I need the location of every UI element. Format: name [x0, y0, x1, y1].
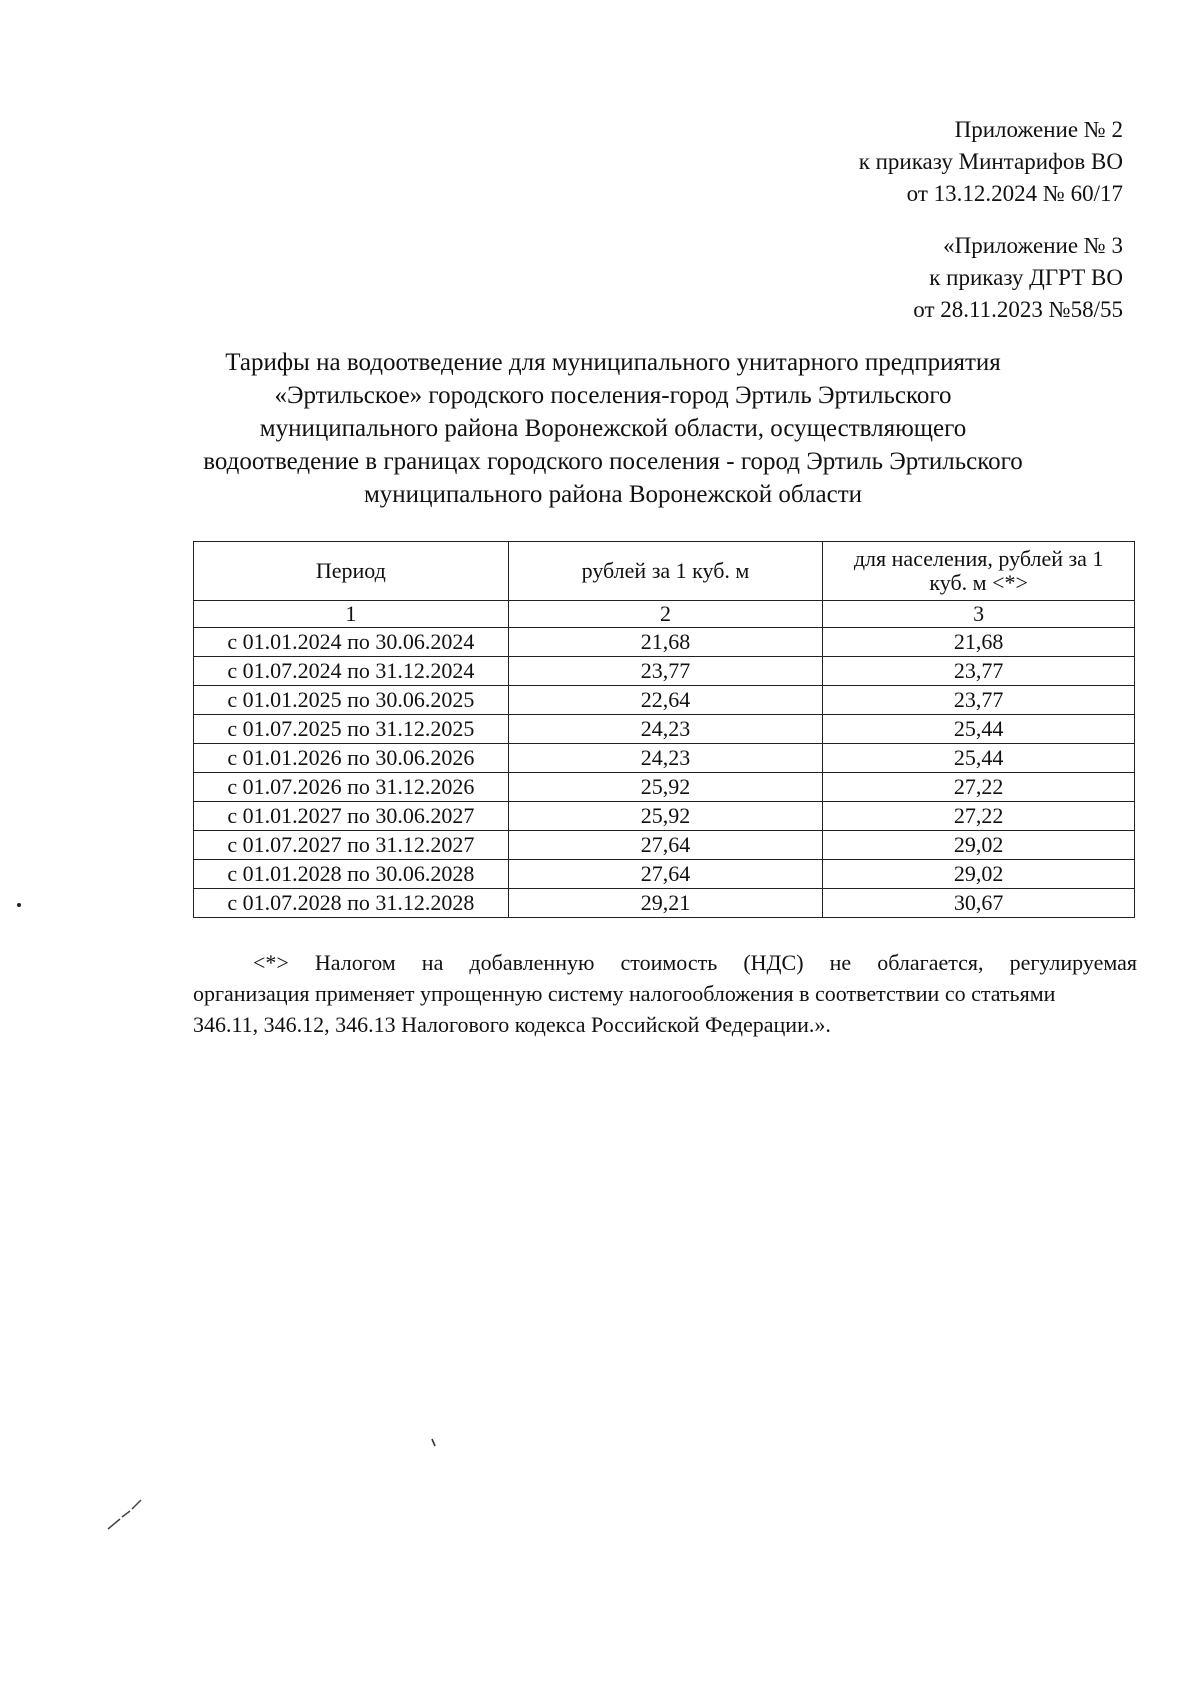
header-rate-population-line-1: для населения, рублей за 1 [853, 546, 1104, 571]
cell-rate: 27,64 [508, 831, 823, 860]
cell-rate-population: 23,77 [823, 686, 1135, 715]
cell-rate: 24,23 [508, 744, 823, 773]
cell-rate-population: 29,02 [823, 860, 1135, 889]
cell-period: с 01.07.2027 по 31.12.2027 [194, 831, 509, 860]
header-period: Период [194, 542, 509, 601]
column-number: 2 [508, 601, 823, 628]
annex-current-line-2: к приказу Минтарифов ВО [858, 149, 1123, 174]
cell-rate: 29,21 [508, 889, 823, 918]
annex-current-line-1: Приложение № 2 [954, 117, 1123, 142]
table-header-row [194, 542, 1135, 601]
annex-previous-reference [913, 230, 1123, 326]
annex-previous-line-2: к приказу ДГРТ ВО [929, 265, 1123, 290]
cell-period: с 01.07.2026 по 31.12.2026 [194, 773, 509, 802]
header-rate-population-line-2: куб. м <*> [929, 570, 1028, 595]
cell-rate: 25,92 [508, 802, 823, 831]
annex-previous-line-3: от 28.11.2023 №58/55 [913, 297, 1123, 322]
cell-rate-population: 25,44 [823, 715, 1135, 744]
cell-period: с 01.07.2025 по 31.12.2025 [194, 715, 509, 744]
cell-rate-population: 27,22 [823, 802, 1135, 831]
header-rate: рублей за 1 куб. м [508, 542, 823, 601]
cell-period: с 01.07.2028 по 31.12.2028 [194, 889, 509, 918]
footnote [193, 947, 1137, 1040]
cell-rate: 23,77 [508, 657, 823, 686]
table-row [194, 628, 1135, 657]
cell-rate-population: 23,77 [823, 657, 1135, 686]
cell-rate-population: 27,22 [823, 773, 1135, 802]
title-line-2: «Эртильское» городского поселения-город Эртиль Эртильского [274, 382, 952, 409]
annex-previous-line-1: «Приложение № 3 [943, 233, 1123, 258]
cell-period: с 01.01.2026 по 30.06.2026 [194, 744, 509, 773]
scan-dot-mark [17, 903, 21, 907]
table-row [194, 657, 1135, 686]
annex-current-line-3: от 13.12.2024 № 60/17 [906, 181, 1123, 206]
title-line-3: муниципального района Воронежской области, осуществляющего [259, 415, 967, 442]
cell-rate-population: 25,44 [823, 744, 1135, 773]
column-number: 1 [194, 601, 509, 628]
cell-period: с 01.01.2027 по 30.06.2027 [194, 802, 509, 831]
cell-rate-population: 21,68 [823, 628, 1135, 657]
table-row [194, 889, 1135, 918]
table-row [194, 686, 1135, 715]
cell-rate: 25,92 [508, 773, 823, 802]
footnote-line-2: организация применяет упрощенную систему налогообложения в соответствии со статьями [193, 981, 1056, 1006]
cell-period: с 01.01.2025 по 30.06.2025 [194, 686, 509, 715]
table-row [194, 831, 1135, 860]
table-row [194, 773, 1135, 802]
cell-period: с 01.01.2024 по 30.06.2024 [194, 628, 509, 657]
cell-rate-population: 30,67 [823, 889, 1135, 918]
column-number-row [194, 601, 1135, 628]
cell-rate-population: 29,02 [823, 831, 1135, 860]
table-row [194, 802, 1135, 831]
column-number: 3 [823, 601, 1135, 628]
cell-period: с 01.07.2024 по 31.12.2024 [194, 657, 509, 686]
table-row [194, 715, 1135, 744]
title-line-4: водоотведение в границах городского поселения - город Эртиль Эртильского [203, 448, 1023, 475]
cell-rate: 24,23 [508, 715, 823, 744]
scan-tick-mark [430, 1437, 440, 1449]
annex-current-reference [859, 114, 1123, 210]
document-title [150, 346, 1076, 511]
title-line-1: Тарифы на водоотведение для муниципального унитарного предприятия [225, 349, 1001, 376]
pen-stroke-mark [104, 1497, 144, 1533]
footnote-line-3: 346.11, 346.12, 346.13 Налогового кодекса Российской Федерации.». [193, 1012, 831, 1037]
header-rate-population [823, 542, 1135, 601]
table-row [194, 860, 1135, 889]
table-row [194, 744, 1135, 773]
cell-period: с 01.01.2028 по 30.06.2028 [194, 860, 509, 889]
title-line-5: муниципального района Воронежской области [363, 481, 862, 508]
cell-rate: 22,64 [508, 686, 823, 715]
tariff-table [193, 541, 1135, 918]
cell-rate: 21,68 [508, 628, 823, 657]
footnote-line-1: <*> Налогом на добавленную стоимость (НДС) не облагается, регулируемая [253, 950, 1137, 975]
cell-rate: 27,64 [508, 860, 823, 889]
